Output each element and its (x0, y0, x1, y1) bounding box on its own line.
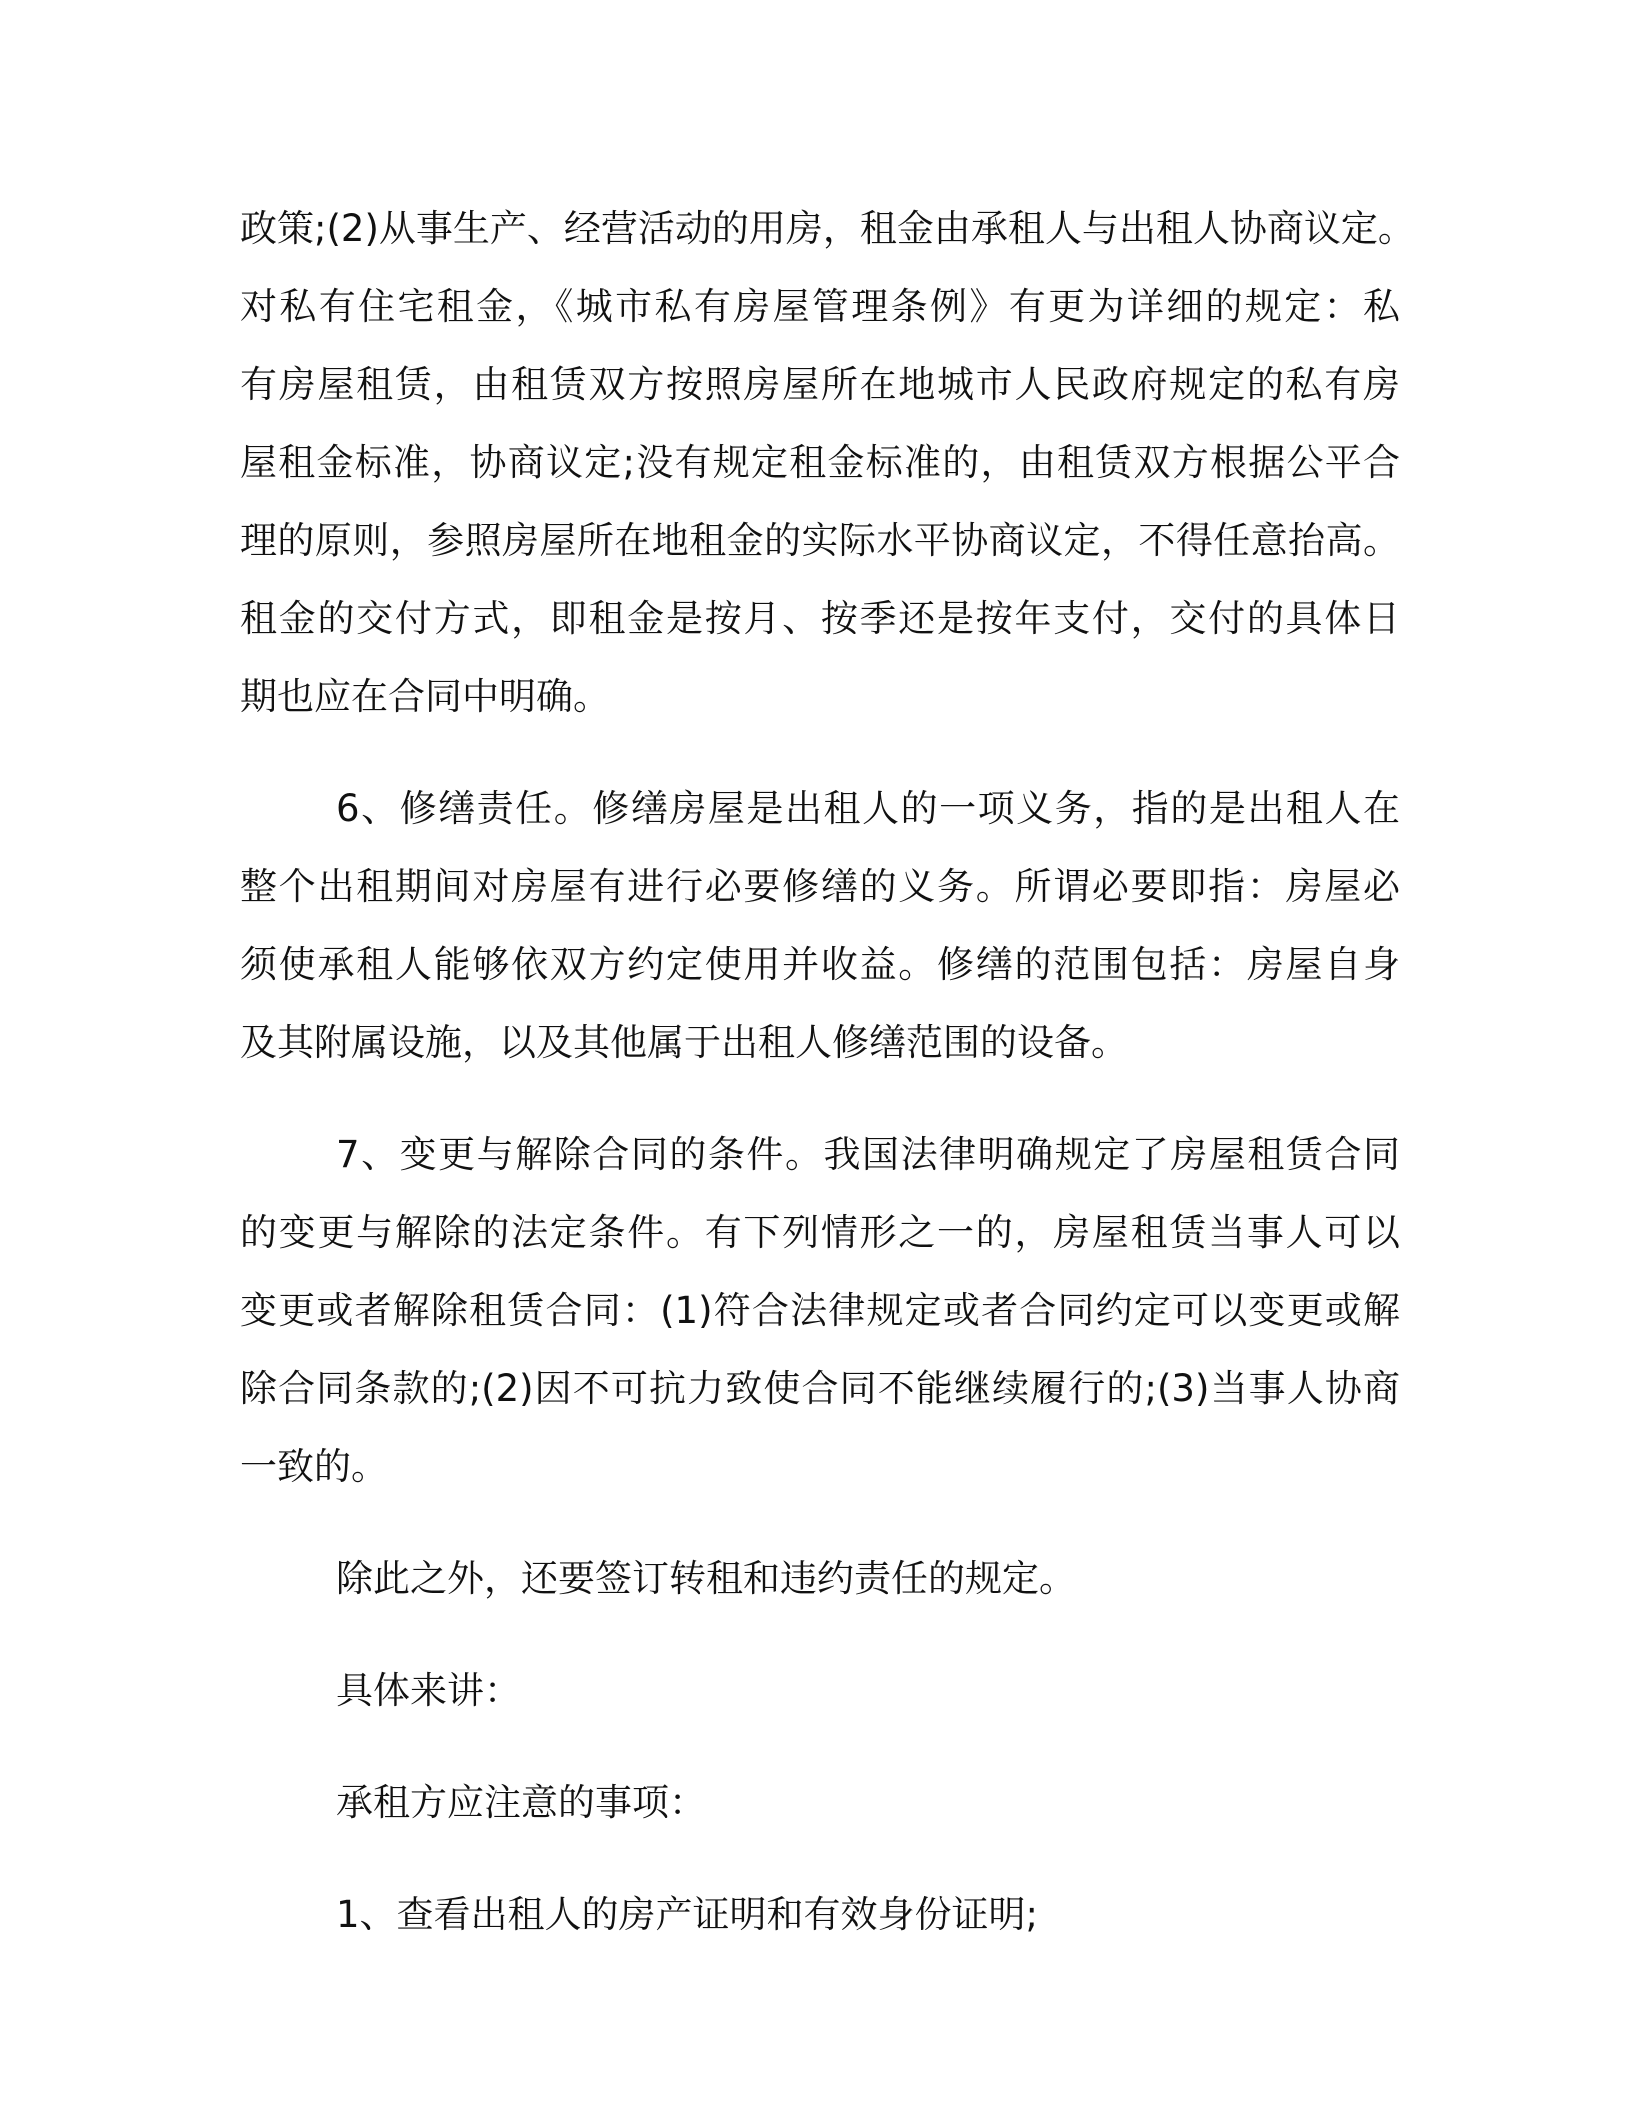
text-line: 一致的。 (240, 1445, 388, 1488)
document-body (240, 190, 1415, 1954)
paragraph-repair-duty (240, 770, 1400, 1082)
paragraph-tenant-notes-heading (240, 1764, 1400, 1842)
paragraph-gap (240, 1730, 1400, 1764)
paragraph-gap (240, 1842, 1400, 1876)
text-line: 整个出租期间对房屋有进行必要修缮的义务。所谓必要即指：房屋必 (240, 865, 1400, 908)
text-line: 屋租金标准，协商议定;没有规定租金标准的，由租赁双方根据公平合 (240, 441, 1400, 484)
paragraph-tenant-note-1 (240, 1876, 1400, 1954)
paragraph-additional (240, 1540, 1400, 1618)
text-line: 具体来讲： (336, 1669, 521, 1712)
text-line: 政策;(2)从事生产、经营活动的用房，租金由承租人与出租人协商议定。 (240, 207, 1415, 250)
text-line: 理的原则，参照房屋所在地租金的实际水平协商议定，不得任意抬高。 (240, 519, 1400, 562)
paragraph-contract-change (240, 1116, 1400, 1506)
text-line: 1、查看出租人的房产证明和有效身份证明; (336, 1893, 1039, 1936)
text-line: 变更或者解除租赁合同：(1)符合法律规定或者合同约定可以变更或解 (240, 1289, 1400, 1332)
text-line: 承租方应注意的事项： (336, 1781, 706, 1824)
text-line: 及其附属设施，以及其他属于出租人修缮范围的设备。 (240, 1021, 1128, 1064)
paragraph-specifically (240, 1652, 1400, 1730)
text-line: 的变更与解除的法定条件。有下列情形之一的，房屋租赁当事人可以 (240, 1211, 1400, 1254)
text-line: 期也应在合同中明确。 (240, 675, 610, 718)
text-line: 除合同条款的;(2)因不可抗力致使合同不能继续履行的;(3)当事人协商 (240, 1367, 1400, 1410)
text-line: 租金的交付方式，即租金是按月、按季还是按年支付，交付的具体日 (240, 597, 1400, 640)
paragraph-gap (240, 1082, 1400, 1116)
text-line: 有房屋租赁，由租赁双方按照房屋所在地城市人民政府规定的私有房 (240, 363, 1400, 406)
text-line: 须使承租人能够依双方约定使用并收益。修缮的范围包括：房屋自身 (240, 943, 1400, 986)
text-line: 7、变更与解除合同的条件。我国法律明确规定了房屋租赁合同 (336, 1133, 1400, 1176)
paragraph-rent-rules (240, 190, 1415, 736)
text-line: 6、修缮责任。修缮房屋是出租人的一项义务，指的是出租人在 (336, 787, 1400, 830)
text-line: 对私有住宅租金，《城市私有房屋管理条例》有更为详细的规定：私 (240, 285, 1400, 328)
text-line: 除此之外，还要签订转租和违约责任的规定。 (336, 1557, 1076, 1600)
paragraph-gap (240, 736, 1400, 770)
paragraph-gap (240, 1506, 1400, 1540)
paragraph-gap (240, 1618, 1400, 1652)
